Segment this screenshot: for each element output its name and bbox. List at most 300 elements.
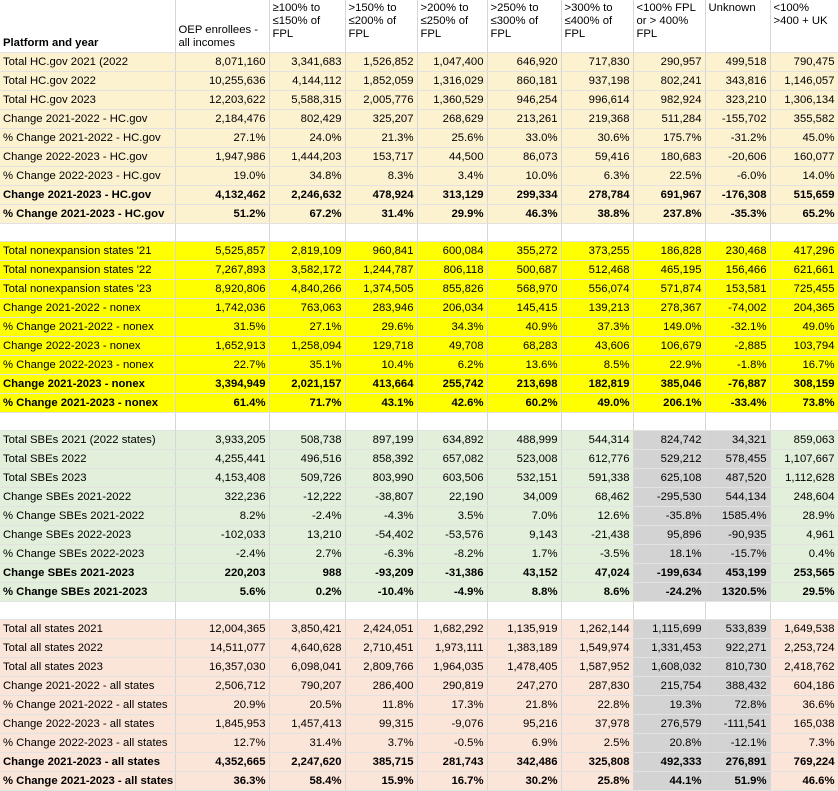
table-row [0,52,838,71]
spacer-cell [705,601,770,619]
cell-250-300: 95,216 [487,714,561,733]
cell-200-250: 3.5% [417,506,487,525]
cell-under100-over400: 186,828 [633,241,705,260]
cell-oep: 12.7% [175,733,269,752]
cell-100-150: 3,850,421 [269,619,345,638]
cell-100-150: 58.4% [269,771,345,790]
cell-under100-over400: 465,195 [633,260,705,279]
cell-200-250: 657,082 [417,449,487,468]
cell-250-300: 1,383,189 [487,638,561,657]
cell-400-uk: 46.6% [770,771,838,790]
cell-150-200: -54,402 [345,525,417,544]
cell-100-150: 3,582,172 [269,260,345,279]
cell-150-200: 21.3% [345,128,417,147]
spacer-cell [345,223,417,241]
cell-300-400: 937,198 [561,71,633,90]
cell-100-150: 71.7% [269,393,345,412]
cell-oep: 220,203 [175,563,269,582]
cell-200-250: -31,386 [417,563,487,582]
cell-200-250: 855,826 [417,279,487,298]
cell-under100-over400: 206.1% [633,393,705,412]
spacer-cell [417,223,487,241]
cell-oep: 322,236 [175,487,269,506]
spacer-cell [0,412,175,430]
cell-150-200: 286,400 [345,676,417,695]
cell-250-300: 532,151 [487,468,561,487]
spacer-cell [561,601,633,619]
row-label: Change 2021-2022 - all states [0,676,175,695]
cell-250-300: 10.0% [487,166,561,185]
cell-150-200: -6.3% [345,544,417,563]
cell-150-200: 385,715 [345,752,417,771]
cell-100-150: 2,819,109 [269,241,345,260]
row-label: Change 2021-2023 - nonex [0,374,175,393]
cell-200-250: 1,973,111 [417,638,487,657]
cell-400-uk: 36.6% [770,695,838,714]
cell-200-250: 313,129 [417,185,487,204]
cell-under100-over400: 625,108 [633,468,705,487]
cell-100-150: -2.4% [269,506,345,525]
cell-200-250: 634,892 [417,430,487,449]
cell-200-250: -53,576 [417,525,487,544]
cell-300-400: 139,213 [561,298,633,317]
cell-under100-over400: 492,333 [633,752,705,771]
cell-150-200: 858,392 [345,449,417,468]
cell-oep: 7,267,893 [175,260,269,279]
spacer-cell [561,223,633,241]
cell-300-400: 38.8% [561,204,633,223]
cell-150-200: 2,710,451 [345,638,417,657]
cell-300-400: 512,468 [561,260,633,279]
cell-250-300: 247,270 [487,676,561,695]
cell-400-uk: 515,659 [770,185,838,204]
row-label: Change 2021-2022 - nonex [0,298,175,317]
cell-250-300: 145,415 [487,298,561,317]
cell-under100-over400: 276,579 [633,714,705,733]
cell-250-300: 9,143 [487,525,561,544]
cell-unknown: -74,002 [705,298,770,317]
cell-300-400: 373,255 [561,241,633,260]
cell-150-200: 1,244,787 [345,260,417,279]
cell-oep: 1,947,986 [175,147,269,166]
cell-150-200: 31.4% [345,204,417,223]
cell-100-150: 988 [269,563,345,582]
cell-150-200: 10.4% [345,355,417,374]
cell-300-400: 47,024 [561,563,633,582]
row-label: % Change 2021-2023 - HC.gov [0,204,175,223]
cell-100-150: 0.2% [269,582,345,601]
cell-unknown: 922,271 [705,638,770,657]
cell-200-250: 1,964,035 [417,657,487,676]
cell-unknown: 34,321 [705,430,770,449]
cell-250-300: 86,073 [487,147,561,166]
table-row [0,241,838,260]
cell-250-300: 30.2% [487,771,561,790]
cell-under100-over400: 20.8% [633,733,705,752]
cell-100-150: 31.4% [269,733,345,752]
cell-unknown: -35.3% [705,204,770,223]
cell-under100-over400: 691,967 [633,185,705,204]
cell-oep: 4,153,408 [175,468,269,487]
cell-100-150: 1,457,413 [269,714,345,733]
cell-200-250: 255,742 [417,374,487,393]
cell-oep: 5,525,857 [175,241,269,260]
cell-400-uk: 7.3% [770,733,838,752]
cell-300-400: 2.5% [561,733,633,752]
cell-400-uk: 604,186 [770,676,838,695]
cell-400-uk: 73.8% [770,393,838,412]
cell-250-300: 40.9% [487,317,561,336]
cell-under100-over400: 18.1% [633,544,705,563]
cell-150-200: 43.1% [345,393,417,412]
cell-under100-over400: 22.5% [633,166,705,185]
cell-150-200: -38,807 [345,487,417,506]
cell-oep: 4,255,441 [175,449,269,468]
cell-300-400: 43,606 [561,336,633,355]
row-label: Change 2022-2023 - nonex [0,336,175,355]
cell-250-300: 34,009 [487,487,561,506]
cell-unknown: 153,581 [705,279,770,298]
cell-100-150: 2,021,157 [269,374,345,393]
cell-under100-over400: 278,367 [633,298,705,317]
cell-300-400: 182,819 [561,374,633,393]
spacer-cell [633,412,705,430]
cell-250-300: 1.7% [487,544,561,563]
cell-250-300: 646,920 [487,52,561,71]
cell-400-uk: 769,224 [770,752,838,771]
table-row [0,109,838,128]
cell-200-250: 25.6% [417,128,487,147]
cell-oep: 8.2% [175,506,269,525]
cell-under100-over400: -295,530 [633,487,705,506]
cell-under100-over400: 106,679 [633,336,705,355]
cell-oep: 10,255,636 [175,71,269,90]
row-label: % Change SBEs 2021-2022 [0,506,175,525]
cell-300-400: 68,462 [561,487,633,506]
spacer-cell [561,412,633,430]
table-row [0,71,838,90]
cell-250-300: 60.2% [487,393,561,412]
cell-unknown: -90,935 [705,525,770,544]
row-label: % Change 2022-2023 - HC.gov [0,166,175,185]
spacer-cell [487,412,561,430]
cell-300-400: 37.3% [561,317,633,336]
row-label: Total HC.gov 2021 (2022 [0,52,175,71]
cell-400-uk: 725,455 [770,279,838,298]
table-row [0,771,838,790]
spacer-cell [487,223,561,241]
cell-150-200: -4.3% [345,506,417,525]
cell-oep: 20.9% [175,695,269,714]
spacer-cell [0,223,175,241]
cell-250-300: 8.8% [487,582,561,601]
cell-200-250: -9,076 [417,714,487,733]
cell-400-uk: 14.0% [770,166,838,185]
cell-under100-over400: 802,241 [633,71,705,90]
cell-150-200: 413,664 [345,374,417,393]
cell-400-uk: 621,661 [770,260,838,279]
cell-150-200: 1,526,852 [345,52,417,71]
table-row [0,90,838,109]
cell-250-300: 946,254 [487,90,561,109]
cell-400-uk: 0.4% [770,544,838,563]
cell-100-150: 2,247,620 [269,752,345,771]
cell-unknown: 453,199 [705,563,770,582]
cell-150-200: 478,924 [345,185,417,204]
row-label: Change 2021-2023 - HC.gov [0,185,175,204]
cell-100-150: 20.5% [269,695,345,714]
spacer-cell [0,601,175,619]
cell-150-200: 1,852,059 [345,71,417,90]
header-unknown: Unknown [705,0,770,52]
row-label: Total all states 2023 [0,657,175,676]
row-label: Total all states 2021 [0,619,175,638]
cell-150-200: 99,315 [345,714,417,733]
cell-under100-over400: 1,115,699 [633,619,705,638]
cell-150-200: 8.3% [345,166,417,185]
cell-250-300: 500,687 [487,260,561,279]
cell-oep: -102,033 [175,525,269,544]
cell-150-200: 153,717 [345,147,417,166]
cell-unknown: -15.7% [705,544,770,563]
row-label: % Change 2021-2022 - nonex [0,317,175,336]
cell-oep: 8,920,806 [175,279,269,298]
cell-150-200: 1,374,505 [345,279,417,298]
cell-400-uk: 790,475 [770,52,838,71]
row-label: Change SBEs 2021-2023 [0,563,175,582]
cell-200-250: 806,118 [417,260,487,279]
cell-400-uk: 165,038 [770,714,838,733]
cell-under100-over400: 571,874 [633,279,705,298]
cell-250-300: 342,486 [487,752,561,771]
cell-unknown: -1.8% [705,355,770,374]
cell-100-150: 3,341,683 [269,52,345,71]
cell-200-250: 16.7% [417,771,487,790]
cell-100-150: 35.1% [269,355,345,374]
cell-150-200: -93,209 [345,563,417,582]
cell-400-uk: 45.0% [770,128,838,147]
table-row [0,563,838,582]
cell-100-150: 2,246,632 [269,185,345,204]
cell-100-150: 802,429 [269,109,345,128]
cell-200-250: 34.3% [417,317,487,336]
cell-400-uk: 417,296 [770,241,838,260]
cell-100-150: 4,144,112 [269,71,345,90]
cell-300-400: 717,830 [561,52,633,71]
cell-100-150: 496,516 [269,449,345,468]
cell-250-300: 7.0% [487,506,561,525]
spacer-cell [633,223,705,241]
cell-300-400: 287,830 [561,676,633,695]
cell-100-150: 509,726 [269,468,345,487]
cell-unknown: -76,887 [705,374,770,393]
cell-200-250: 268,629 [417,109,487,128]
cell-100-150: 4,640,628 [269,638,345,657]
cell-300-400: 591,338 [561,468,633,487]
cell-100-150: 13,210 [269,525,345,544]
cell-400-uk: 65.2% [770,204,838,223]
row-label: % Change SBEs 2021-2023 [0,582,175,601]
spacer-cell [345,412,417,430]
cell-unknown: 72.8% [705,695,770,714]
row-label: Change 2022-2023 - HC.gov [0,147,175,166]
table-row [0,185,838,204]
cell-oep: 61.4% [175,393,269,412]
cell-200-250: -8.2% [417,544,487,563]
header-row [0,0,838,52]
cell-oep: 3,394,949 [175,374,269,393]
spacer-cell [770,223,838,241]
table-body [0,52,838,790]
cell-under100-over400: 175.7% [633,128,705,147]
row-label: Total SBEs 2021 (2022 states) [0,430,175,449]
table-row [0,317,838,336]
cell-100-150: 27.1% [269,317,345,336]
cell-400-uk: 49.0% [770,317,838,336]
cell-300-400: 8.6% [561,582,633,601]
cell-200-250: 17.3% [417,695,487,714]
cell-200-250: 1,360,529 [417,90,487,109]
cell-200-250: 44,500 [417,147,487,166]
cell-under100-over400: 149.0% [633,317,705,336]
cell-250-300: 46.3% [487,204,561,223]
cell-unknown: 51.9% [705,771,770,790]
cell-unknown: 1585.4% [705,506,770,525]
cell-250-300: 299,334 [487,185,561,204]
table-row [0,279,838,298]
spacer-cell [417,601,487,619]
cell-unknown: -111,541 [705,714,770,733]
cell-150-200: 2,809,766 [345,657,417,676]
cell-under100-over400: 44.1% [633,771,705,790]
cell-100-150: 790,207 [269,676,345,695]
cell-250-300: 355,272 [487,241,561,260]
header-400-uk: <100% >400 + UK [770,0,838,52]
row-label: % Change 2021-2023 - nonex [0,393,175,412]
cell-200-250: 6.2% [417,355,487,374]
cell-under100-over400: 22.9% [633,355,705,374]
cell-unknown: -20,606 [705,147,770,166]
cell-oep: 8,071,160 [175,52,269,71]
row-label: % Change 2021-2022 - HC.gov [0,128,175,147]
cell-400-uk: 2,253,724 [770,638,838,657]
spacer-cell [269,601,345,619]
cell-300-400: 612,776 [561,449,633,468]
table-row [0,695,838,714]
spacer-cell [175,601,269,619]
cell-300-400: 49.0% [561,393,633,412]
cell-oep: 1,845,953 [175,714,269,733]
table-row [0,582,838,601]
cell-unknown: 544,134 [705,487,770,506]
cell-250-300: 1,135,919 [487,619,561,638]
cell-250-300: 568,970 [487,279,561,298]
header-200-250: >200% to ≤250% of FPL [417,0,487,52]
cell-250-300: 860,181 [487,71,561,90]
cell-200-250: -4.9% [417,582,487,601]
cell-250-300: 43,152 [487,563,561,582]
cell-300-400: 8.5% [561,355,633,374]
spacer-cell [269,223,345,241]
cell-unknown: -6.0% [705,166,770,185]
cell-under100-over400: 1,608,032 [633,657,705,676]
row-label: Total SBEs 2022 [0,449,175,468]
cell-200-250: 49,708 [417,336,487,355]
table-row [0,676,838,695]
cell-300-400: -3.5% [561,544,633,563]
cell-150-200: 897,199 [345,430,417,449]
cell-300-400: 6.3% [561,166,633,185]
cell-under100-over400: 824,742 [633,430,705,449]
spacer-cell [269,412,345,430]
cell-200-250: 206,034 [417,298,487,317]
cell-unknown: 810,730 [705,657,770,676]
cell-unknown: 156,466 [705,260,770,279]
cell-under100-over400: 511,284 [633,109,705,128]
cell-250-300: 6.9% [487,733,561,752]
cell-200-250: -0.5% [417,733,487,752]
cell-unknown: 388,432 [705,676,770,695]
cell-200-250: 603,506 [417,468,487,487]
row-label: Total SBEs 2023 [0,468,175,487]
cell-150-200: 129,718 [345,336,417,355]
cell-150-200: 960,841 [345,241,417,260]
spacer-cell [487,601,561,619]
cell-250-300: 13.6% [487,355,561,374]
table-row [0,544,838,563]
header-300-400: >300% to ≤400% of FPL [561,0,633,52]
table-row [0,128,838,147]
section-spacer [0,412,838,430]
row-label: Change 2022-2023 - all states [0,714,175,733]
cell-400-uk: 248,604 [770,487,838,506]
header-250-300: >250% to ≤300% of FPL [487,0,561,52]
cell-300-400: 278,784 [561,185,633,204]
cell-oep: 12,203,622 [175,90,269,109]
cell-150-200: 325,207 [345,109,417,128]
cell-unknown: 487,520 [705,468,770,487]
cell-400-uk: 1,649,538 [770,619,838,638]
cell-oep: 19.0% [175,166,269,185]
cell-100-150: 2.7% [269,544,345,563]
cell-oep: 51.2% [175,204,269,223]
cell-250-300: 33.0% [487,128,561,147]
table-row [0,374,838,393]
cell-oep: 4,352,665 [175,752,269,771]
cell-unknown: 343,816 [705,71,770,90]
cell-oep: 22.7% [175,355,269,374]
cell-100-150: 6,098,041 [269,657,345,676]
spacer-cell [633,601,705,619]
cell-under100-over400: -35.8% [633,506,705,525]
cell-unknown: -31.2% [705,128,770,147]
cell-150-200: 29.6% [345,317,417,336]
row-label: Total HC.gov 2023 [0,90,175,109]
table-row [0,638,838,657]
cell-oep: 12,004,365 [175,619,269,638]
row-label: Total nonexpansion states '23 [0,279,175,298]
cell-under100-over400: -199,634 [633,563,705,582]
cell-unknown: 1320.5% [705,582,770,601]
cell-250-300: 213,261 [487,109,561,128]
spacer-cell [770,601,838,619]
cell-200-250: 42.6% [417,393,487,412]
cell-100-150: 763,063 [269,298,345,317]
cell-under100-over400: 529,212 [633,449,705,468]
row-label: Total all states 2022 [0,638,175,657]
table-row [0,525,838,544]
table-row [0,430,838,449]
